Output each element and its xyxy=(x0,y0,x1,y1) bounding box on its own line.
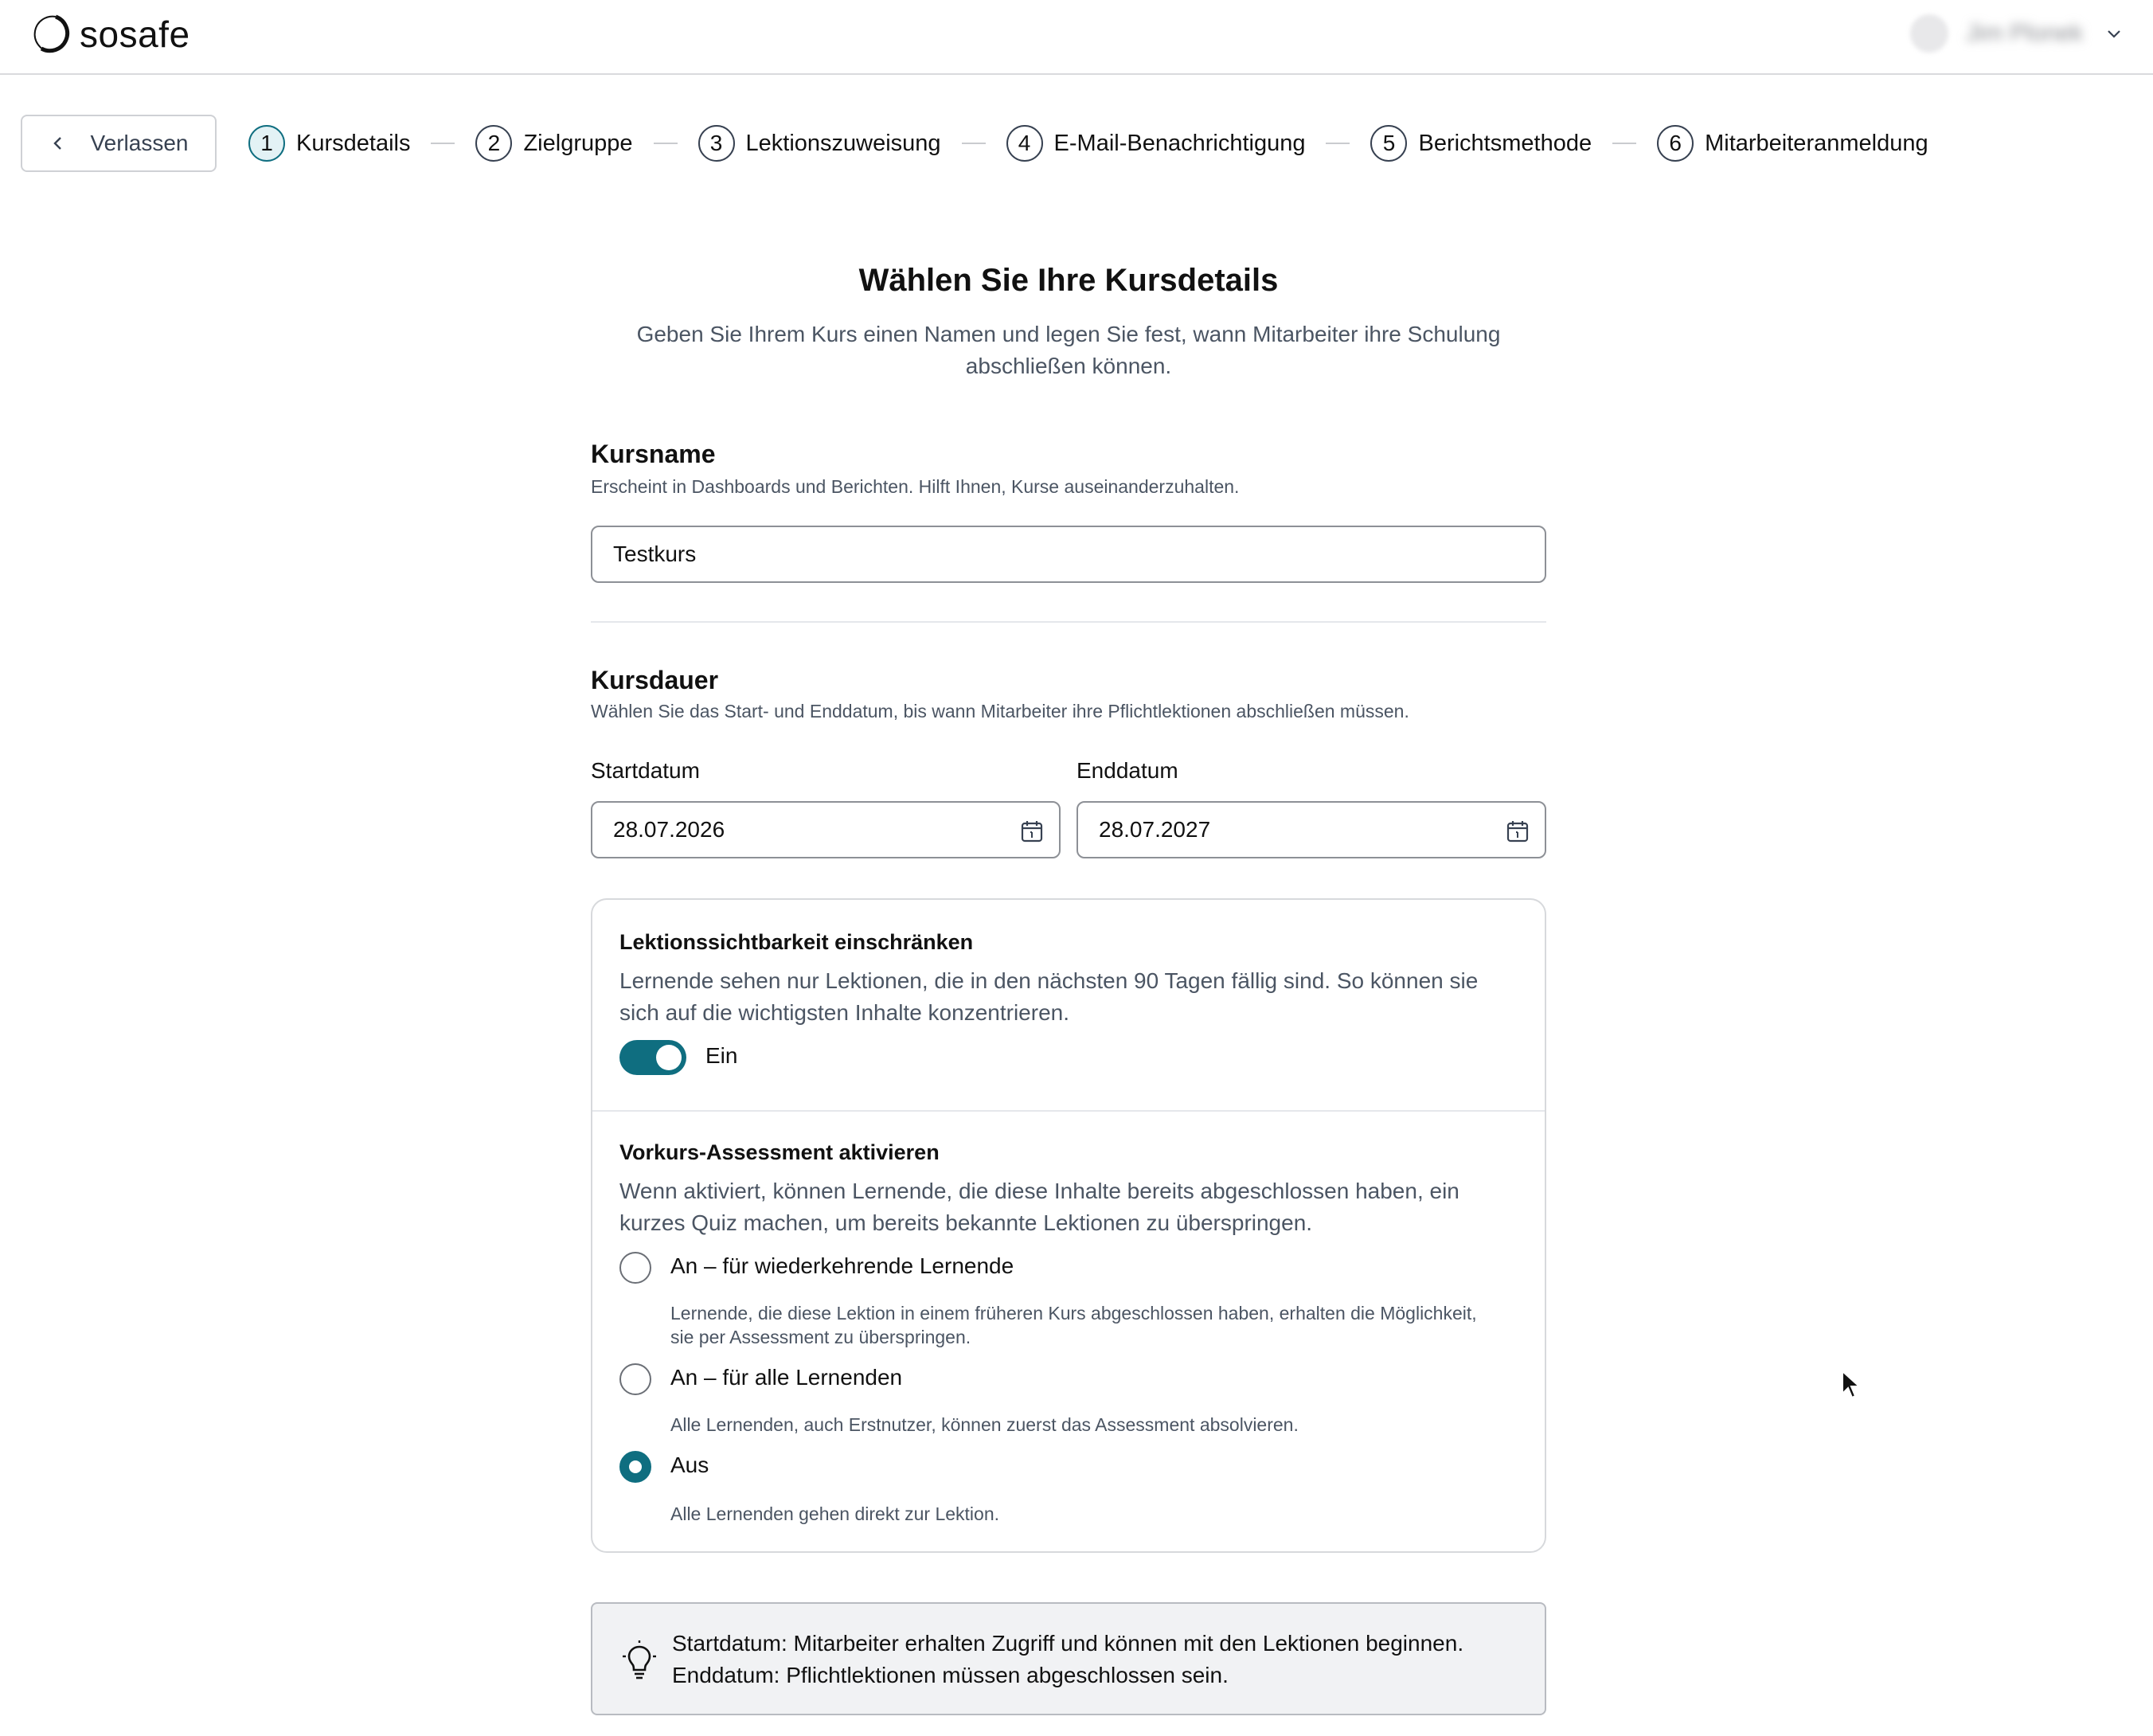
step-separator xyxy=(654,143,678,144)
radio-returning-learners-description: Lernende, die diese Lektion in einem früheren Kurs abgeschlossen haben, erhalten die Möglichkeit, sie per Assessment zu überspringen. xyxy=(670,1303,1477,1347)
step-email-benachrichtigung[interactable] xyxy=(1006,125,1306,162)
user-menu[interactable] xyxy=(1910,14,2124,53)
step-zielgruppe[interactable] xyxy=(475,125,632,162)
hint-text: Startdatum: Mitarbeiter erhalten Zugriff und können mit den Lektionen beginnen. Enddatum: Pflichtlektionen müssen abgeschlossen sein. xyxy=(672,1631,1464,1687)
course-name-value: Testkurs xyxy=(613,542,697,566)
avatar xyxy=(1910,14,1948,53)
end-date-value: 28.07.2027 xyxy=(1099,817,1211,842)
step-label: Lektionszuweisung xyxy=(745,130,941,156)
leave-button-label: Verlassen xyxy=(90,131,189,155)
course-name-description: Erscheint in Dashboards und Berichten. Hilft Ihnen, Kurse auseinanderzuhalten. xyxy=(591,476,1240,497)
step-separator xyxy=(1326,143,1350,144)
step-separator xyxy=(962,143,986,144)
page-subtitle: Geben Sie Ihrem Kurs einen Namen und legen Sie fest, wann Mitarbeiter ihre Schulung abschließen können. xyxy=(636,322,1501,378)
settings-card xyxy=(591,898,1546,1553)
course-name-input[interactable] xyxy=(591,526,1546,583)
section-divider xyxy=(591,621,1546,623)
logo-text: sosafe xyxy=(80,14,190,55)
step-kursdetails[interactable] xyxy=(248,125,410,162)
stepper-bar xyxy=(0,115,2153,172)
end-date-label: Enddatum xyxy=(1076,758,1178,783)
lightbulb-icon xyxy=(621,1640,658,1680)
step-label: Zielgruppe xyxy=(523,130,633,156)
user-name: Jim Plonek xyxy=(1966,20,2083,46)
step-separator xyxy=(431,143,455,144)
step-berichtsmethode[interactable] xyxy=(1370,125,1592,162)
start-date-input[interactable] xyxy=(591,801,1061,858)
step-lektionszuweisung[interactable] xyxy=(698,125,941,162)
radio-off-label[interactable]: Aus xyxy=(670,1453,709,1477)
hint-box xyxy=(591,1602,1546,1715)
step-number: 6 xyxy=(1657,125,1694,162)
step-number: 1 xyxy=(248,125,285,162)
visibility-toggle[interactable] xyxy=(619,1040,686,1075)
start-date-label: Startdatum xyxy=(591,758,700,783)
step-number: 3 xyxy=(698,125,735,162)
step-label: E-Mail-Benachrichtigung xyxy=(1053,130,1306,156)
visibility-toggle-label: Ein xyxy=(705,1043,738,1068)
logo[interactable] xyxy=(32,13,190,56)
chevron-down-icon[interactable] xyxy=(2104,23,2124,44)
toggle-knob xyxy=(656,1045,682,1070)
chevron-left-icon xyxy=(49,135,67,152)
page-title: Wählen Sie Ihre Kursdetails xyxy=(858,263,1279,298)
sosafe-logo-icon xyxy=(32,14,73,55)
step-separator xyxy=(1612,143,1636,144)
step-label: Berichtsmethode xyxy=(1418,130,1592,156)
step-mitarbeiteranmeldung[interactable] xyxy=(1657,125,1928,162)
step-label: Kursdetails xyxy=(296,130,411,156)
top-bar xyxy=(0,0,2153,75)
radio-all-learners-description: Alle Lernenden, auch Erstnutzer, können zuerst das Assessment absolvieren. xyxy=(670,1414,1299,1435)
radio-off-description: Alle Lernenden gehen direkt zur Lektion. xyxy=(670,1503,1000,1524)
radio-all-learners[interactable] xyxy=(619,1363,651,1395)
radio-returning-learners-label[interactable]: An – für wiederkehrende Lernende xyxy=(670,1253,1014,1278)
radio-all-learners-label[interactable]: An – für alle Lernenden xyxy=(670,1365,903,1390)
mouse-cursor-icon xyxy=(1841,1370,1862,1400)
course-duration-title: Kursdauer xyxy=(591,666,719,694)
visibility-title: Lektionssichtbarkeit einschränken xyxy=(619,930,974,954)
calendar-icon[interactable] xyxy=(1505,819,1530,844)
leave-button[interactable] xyxy=(21,115,217,172)
step-label: Mitarbeiteranmeldung xyxy=(1705,130,1928,156)
course-name-title: Kursname xyxy=(591,440,716,468)
assessment-description: Wenn aktiviert, können Lernende, die diese Inhalte bereits abgeschlossen haben, ein kurzes Quiz machen, um bereits bekannte Lektionen zu überspringen. xyxy=(619,1179,1459,1235)
end-date-input[interactable] xyxy=(1076,801,1546,858)
step-number: 5 xyxy=(1370,125,1407,162)
calendar-icon[interactable] xyxy=(1019,819,1045,844)
step-number: 4 xyxy=(1006,125,1043,162)
course-duration-description: Wählen Sie das Start- und Enddatum, bis wann Mitarbeiter ihre Pflichtlektionen abschließen müssen. xyxy=(591,701,1409,721)
card-divider xyxy=(592,1110,1545,1112)
step-number: 2 xyxy=(475,125,512,162)
steps xyxy=(248,115,1928,172)
radio-off[interactable] xyxy=(619,1451,651,1483)
radio-returning-learners[interactable] xyxy=(619,1252,651,1284)
assessment-title: Vorkurs-Assessment aktivieren xyxy=(619,1140,940,1164)
start-date-value: 28.07.2026 xyxy=(613,817,725,842)
visibility-description: Lernende sehen nur Lektionen, die in den nächsten 90 Tagen fällig sind. So können sie sich auf die wichtigsten Inhalte konzentrieren. xyxy=(619,968,1479,1025)
